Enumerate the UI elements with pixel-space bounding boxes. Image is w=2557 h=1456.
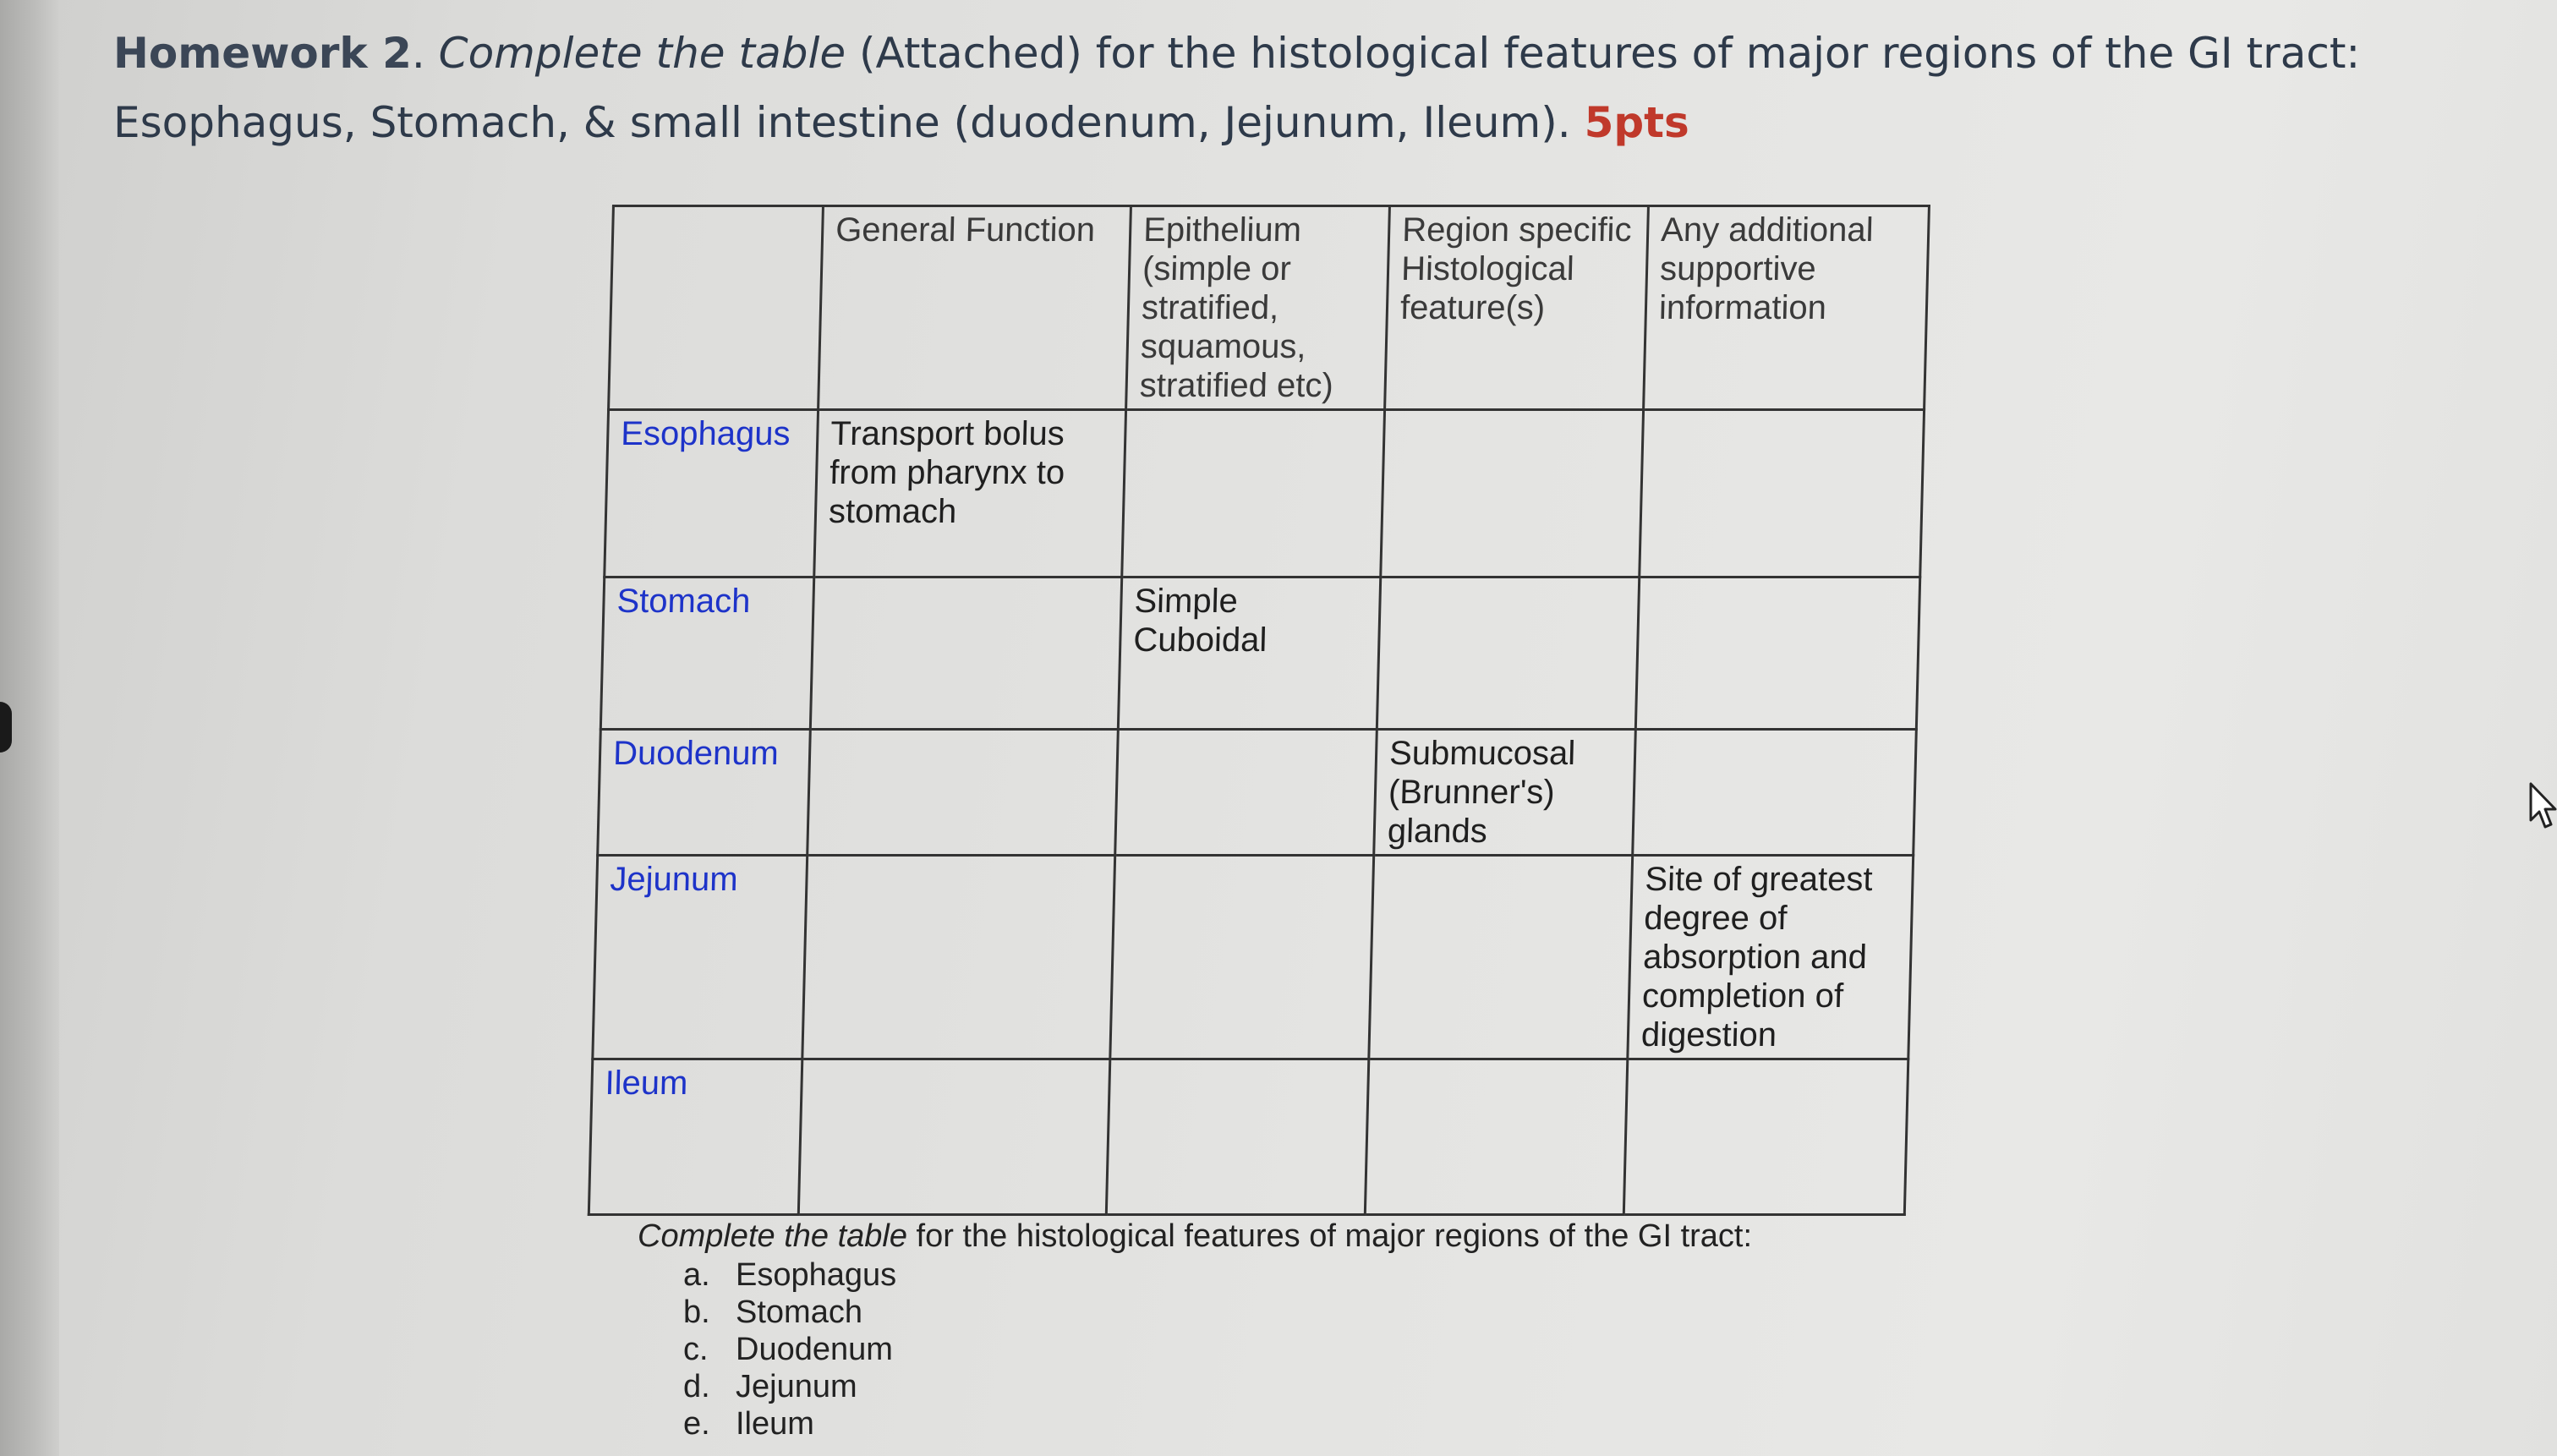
list-letter: d. xyxy=(683,1369,710,1404)
table-row-esophagus xyxy=(605,410,1925,577)
header-general-function: General Function xyxy=(819,206,1131,410)
table-row-ileum xyxy=(589,1059,1908,1215)
heading-italic: Complete the table xyxy=(438,29,846,78)
cell-epithelium[interactable] xyxy=(1115,730,1377,856)
row-label: Jejunum xyxy=(593,856,808,1059)
cell-feature[interactable]: Submucosal (Brunner's) glands xyxy=(1374,730,1636,856)
points-badge: 5pts xyxy=(1584,98,1689,147)
header-epithelium: Epithelium (simple or stratified, squamous, stratified etc) xyxy=(1126,206,1390,410)
list-text: Esophagus xyxy=(736,1257,897,1293)
instructions-block xyxy=(638,1216,1821,1442)
row-label: Esophagus xyxy=(605,410,819,577)
cell-feature[interactable] xyxy=(1381,410,1644,577)
list-text: Duodenum xyxy=(736,1332,893,1367)
mouse-pointer-icon xyxy=(2528,781,2557,832)
header-region-feature: Region specific Histological feature(s) xyxy=(1385,206,1649,410)
cell-epithelium[interactable] xyxy=(1122,410,1385,577)
cell-feature[interactable] xyxy=(1377,577,1639,730)
list-item xyxy=(638,1405,1821,1442)
cell-info[interactable]: Site of greatest degree of absorption and completion of digestion xyxy=(1628,856,1914,1059)
regions-list xyxy=(638,1256,1821,1442)
cell-info[interactable] xyxy=(1623,1059,1908,1215)
list-letter: b. xyxy=(683,1295,710,1330)
cell-feature[interactable] xyxy=(1365,1059,1627,1215)
header-additional-info: Any additional supportive information xyxy=(1644,206,1930,410)
list-item xyxy=(638,1368,1821,1405)
cell-feature[interactable] xyxy=(1369,856,1633,1059)
histology-table xyxy=(588,205,1930,1216)
cell-function[interactable] xyxy=(802,856,1115,1059)
cell-function[interactable] xyxy=(808,730,1119,856)
row-label: Stomach xyxy=(600,577,813,730)
heading-rest: (Attached) for the histological features of major regions of the GI tract: Esophagus, Stomach, & small intestine (duodenum, Jejunum, Ileum). xyxy=(113,29,2361,147)
instructions-intro xyxy=(638,1216,1821,1256)
list-letter: c. xyxy=(683,1332,709,1367)
list-item xyxy=(638,1294,1821,1331)
table-header-row xyxy=(609,206,1930,410)
cell-epithelium[interactable] xyxy=(1106,1059,1368,1215)
dark-edge-object xyxy=(0,702,12,753)
cell-epithelium[interactable] xyxy=(1110,856,1374,1059)
list-text: Ileum xyxy=(736,1406,814,1442)
row-label: Duodenum xyxy=(598,730,811,856)
homework-label: Homework 2 xyxy=(113,29,412,78)
table-row-jejunum xyxy=(593,856,1914,1059)
cell-info[interactable] xyxy=(1633,730,1917,856)
cell-function[interactable] xyxy=(798,1059,1109,1215)
instructions-rest: for the histological features of major regions of the GI tract: xyxy=(906,1218,1753,1254)
cell-epithelium[interactable]: Simple Cuboidal xyxy=(1118,577,1380,730)
cell-info[interactable] xyxy=(1635,577,1919,730)
cell-function[interactable] xyxy=(810,577,1121,730)
table-row-duodenum xyxy=(598,730,1917,856)
instructions-italic: Complete the table xyxy=(638,1218,907,1254)
header-blank xyxy=(609,206,824,410)
table-row-stomach xyxy=(600,577,1919,730)
heading-dot: . xyxy=(411,29,439,78)
list-letter: e. xyxy=(683,1406,710,1442)
list-item xyxy=(638,1256,1821,1294)
row-label: Ileum xyxy=(589,1059,802,1215)
list-item xyxy=(638,1331,1821,1368)
list-text: Stomach xyxy=(736,1295,862,1330)
cell-info[interactable] xyxy=(1640,410,1925,577)
list-letter: a. xyxy=(683,1257,710,1293)
cell-function[interactable]: Transport bolus from pharynx to stomach xyxy=(814,410,1126,577)
homework-heading xyxy=(113,19,2481,157)
list-text: Jejunum xyxy=(736,1369,857,1404)
